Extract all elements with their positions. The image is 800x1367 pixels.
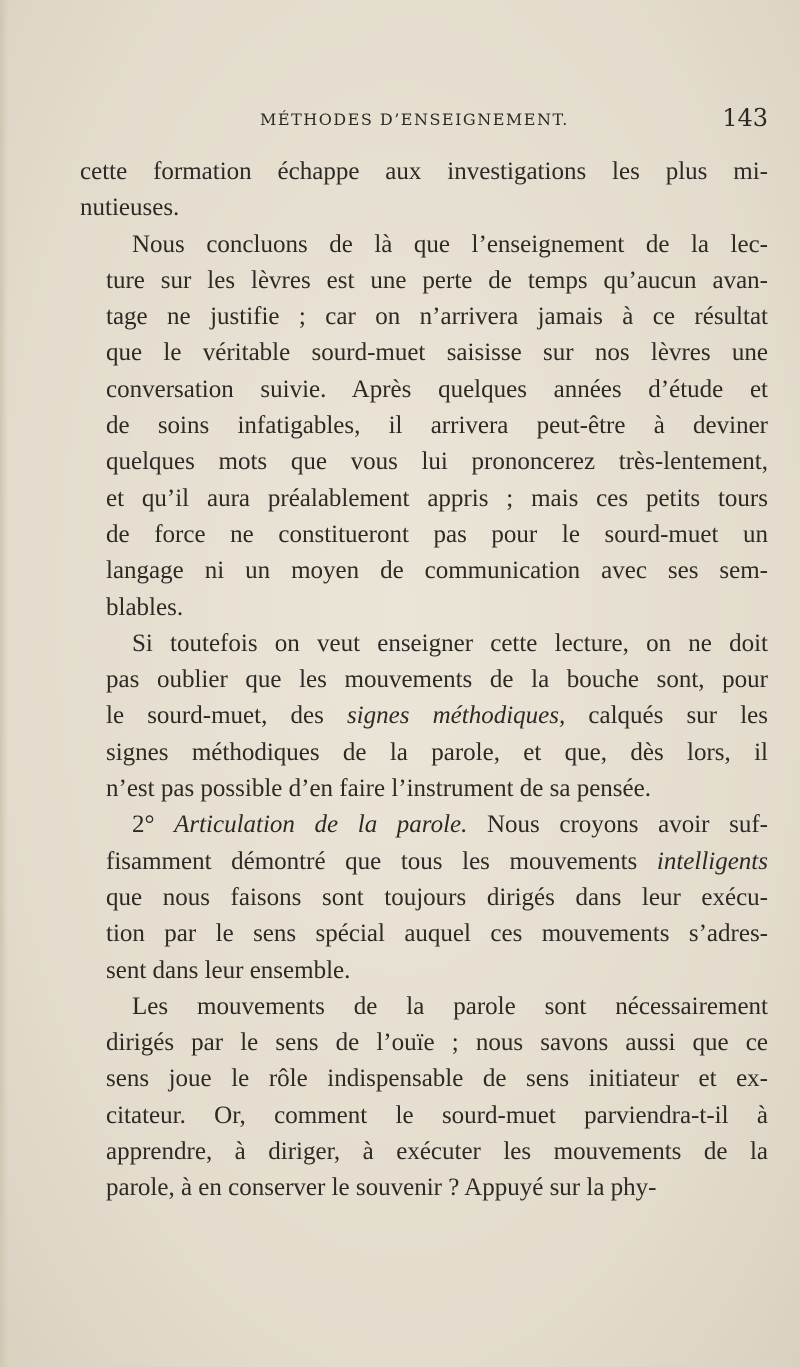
text-line: [80, 1061, 768, 1097]
text-line: [80, 662, 768, 698]
text-line: [80, 590, 768, 626]
text-segment: et qu’il aura préalablement appris ; mais ces petits tours: [106, 484, 768, 512]
text-segment: dirigés par le sens de l’ouïe ; nous savons aussi que ce: [106, 1029, 768, 1057]
text-segment: que nous faisons sont toujours dirigés dans leur exécu-: [106, 883, 768, 911]
page-edge-shadow: [0, 0, 8, 1367]
text-line: [80, 227, 768, 263]
text-segment: Si toutefois on veut enseigner cette lecture, on ne doit: [132, 629, 768, 657]
text-segment: le sourd-muet, des: [106, 702, 347, 730]
text-segment: n’est pas possible d’en faire l’instrument de sa pensée.: [106, 775, 651, 803]
text-line: [80, 335, 768, 371]
italic-text: intelligents: [656, 847, 768, 875]
text-segment: fisamment démontré que tous les mouvements: [106, 847, 657, 875]
text-segment: Nous concluons de là que l’enseignement de la lec-: [132, 230, 768, 258]
paragraph: [80, 154, 768, 227]
text-segment: Les mouvements de la parole sont nécessairement: [132, 992, 768, 1020]
text-line: [80, 1170, 768, 1206]
text-segment: nutieuses.: [80, 194, 180, 222]
text-line: [80, 553, 768, 589]
text-segment: calqués sur les: [565, 702, 768, 730]
page-header: [80, 104, 768, 140]
text-segment: tion par le sens spécial auquel ces mouvements s’adres-: [106, 920, 768, 948]
text-line: [80, 263, 768, 299]
italic-text: Articulation de la parole.: [174, 811, 468, 839]
text-line: [80, 807, 768, 843]
text-line: [80, 916, 768, 952]
text-segment: pas oublier que les mouvements de la bouche sont, pour: [106, 666, 768, 694]
text-line: [80, 953, 768, 989]
text-line: [80, 844, 768, 880]
text-line: [80, 880, 768, 916]
text-segment: ture sur les lèvres est une perte de temps qu’aucun avan-: [106, 266, 768, 294]
text-segment: de force ne constitueront pas pour le sourd-muet un: [106, 520, 768, 548]
text-segment: tage ne justifie ; car on n’arrivera jamais à ce résultat: [106, 303, 768, 331]
text-segment: citateur. Or, comment le sourd-muet parviendra-t-il à: [106, 1101, 768, 1129]
text-segment: 2°: [132, 811, 175, 839]
text-segment: sent dans leur ensemble.: [106, 956, 351, 984]
text-line: [80, 190, 768, 226]
text-line: [80, 1134, 768, 1170]
text-segment: blables.: [106, 593, 184, 621]
text-segment: apprendre, à diriger, à exécuter les mouvements de la: [106, 1138, 768, 1166]
paragraph: [80, 626, 768, 807]
text-segment: quelques mots que vous lui prononcerez très-lentement,: [106, 448, 768, 476]
text-line: [80, 735, 768, 771]
text-line: [80, 372, 768, 408]
text-line: [80, 989, 768, 1025]
text-segment: langage ni un moyen de communication avec ses sem-: [106, 557, 768, 585]
text-segment: conversation suivie. Après quelques années d’étude et: [106, 375, 768, 403]
body-text: [80, 154, 768, 1207]
text-segment: que le véritable sourd-muet saisisse sur nos lèvres une: [106, 339, 768, 367]
page-number: 143: [722, 104, 768, 132]
paragraph: [80, 227, 768, 626]
text-line: [80, 154, 768, 190]
running-title: MÉTHODES D’ENSEIGNEMENT.: [260, 110, 569, 129]
text-segment: sens joue le rôle indispensable de sens initiateur et ex-: [106, 1065, 768, 1093]
paragraph: [80, 807, 768, 988]
text-line: [80, 408, 768, 444]
text-segment: parole, à en conserver le souvenir ? Appuyé sur la phy-: [106, 1174, 657, 1202]
text-line: [80, 626, 768, 662]
text-line: [80, 1098, 768, 1134]
text-line: [80, 299, 768, 335]
text-line: [80, 517, 768, 553]
text-line: [80, 444, 768, 480]
text-line: [80, 1025, 768, 1061]
text-segment: signes méthodiques de la parole, et que, dès lors, il: [106, 738, 768, 766]
italic-text: signes méthodiques,: [346, 702, 566, 730]
text-line: [80, 771, 768, 807]
text-line: [80, 698, 768, 734]
paragraph: [80, 989, 768, 1207]
text-line: [80, 481, 768, 517]
text-segment: de soins infatigables, il arrivera peut-être à deviner: [106, 412, 768, 440]
text-segment: Nous croyons avoir suf-: [467, 811, 768, 839]
text-segment: cette formation échappe aux investigations les plus mi-: [80, 158, 768, 185]
